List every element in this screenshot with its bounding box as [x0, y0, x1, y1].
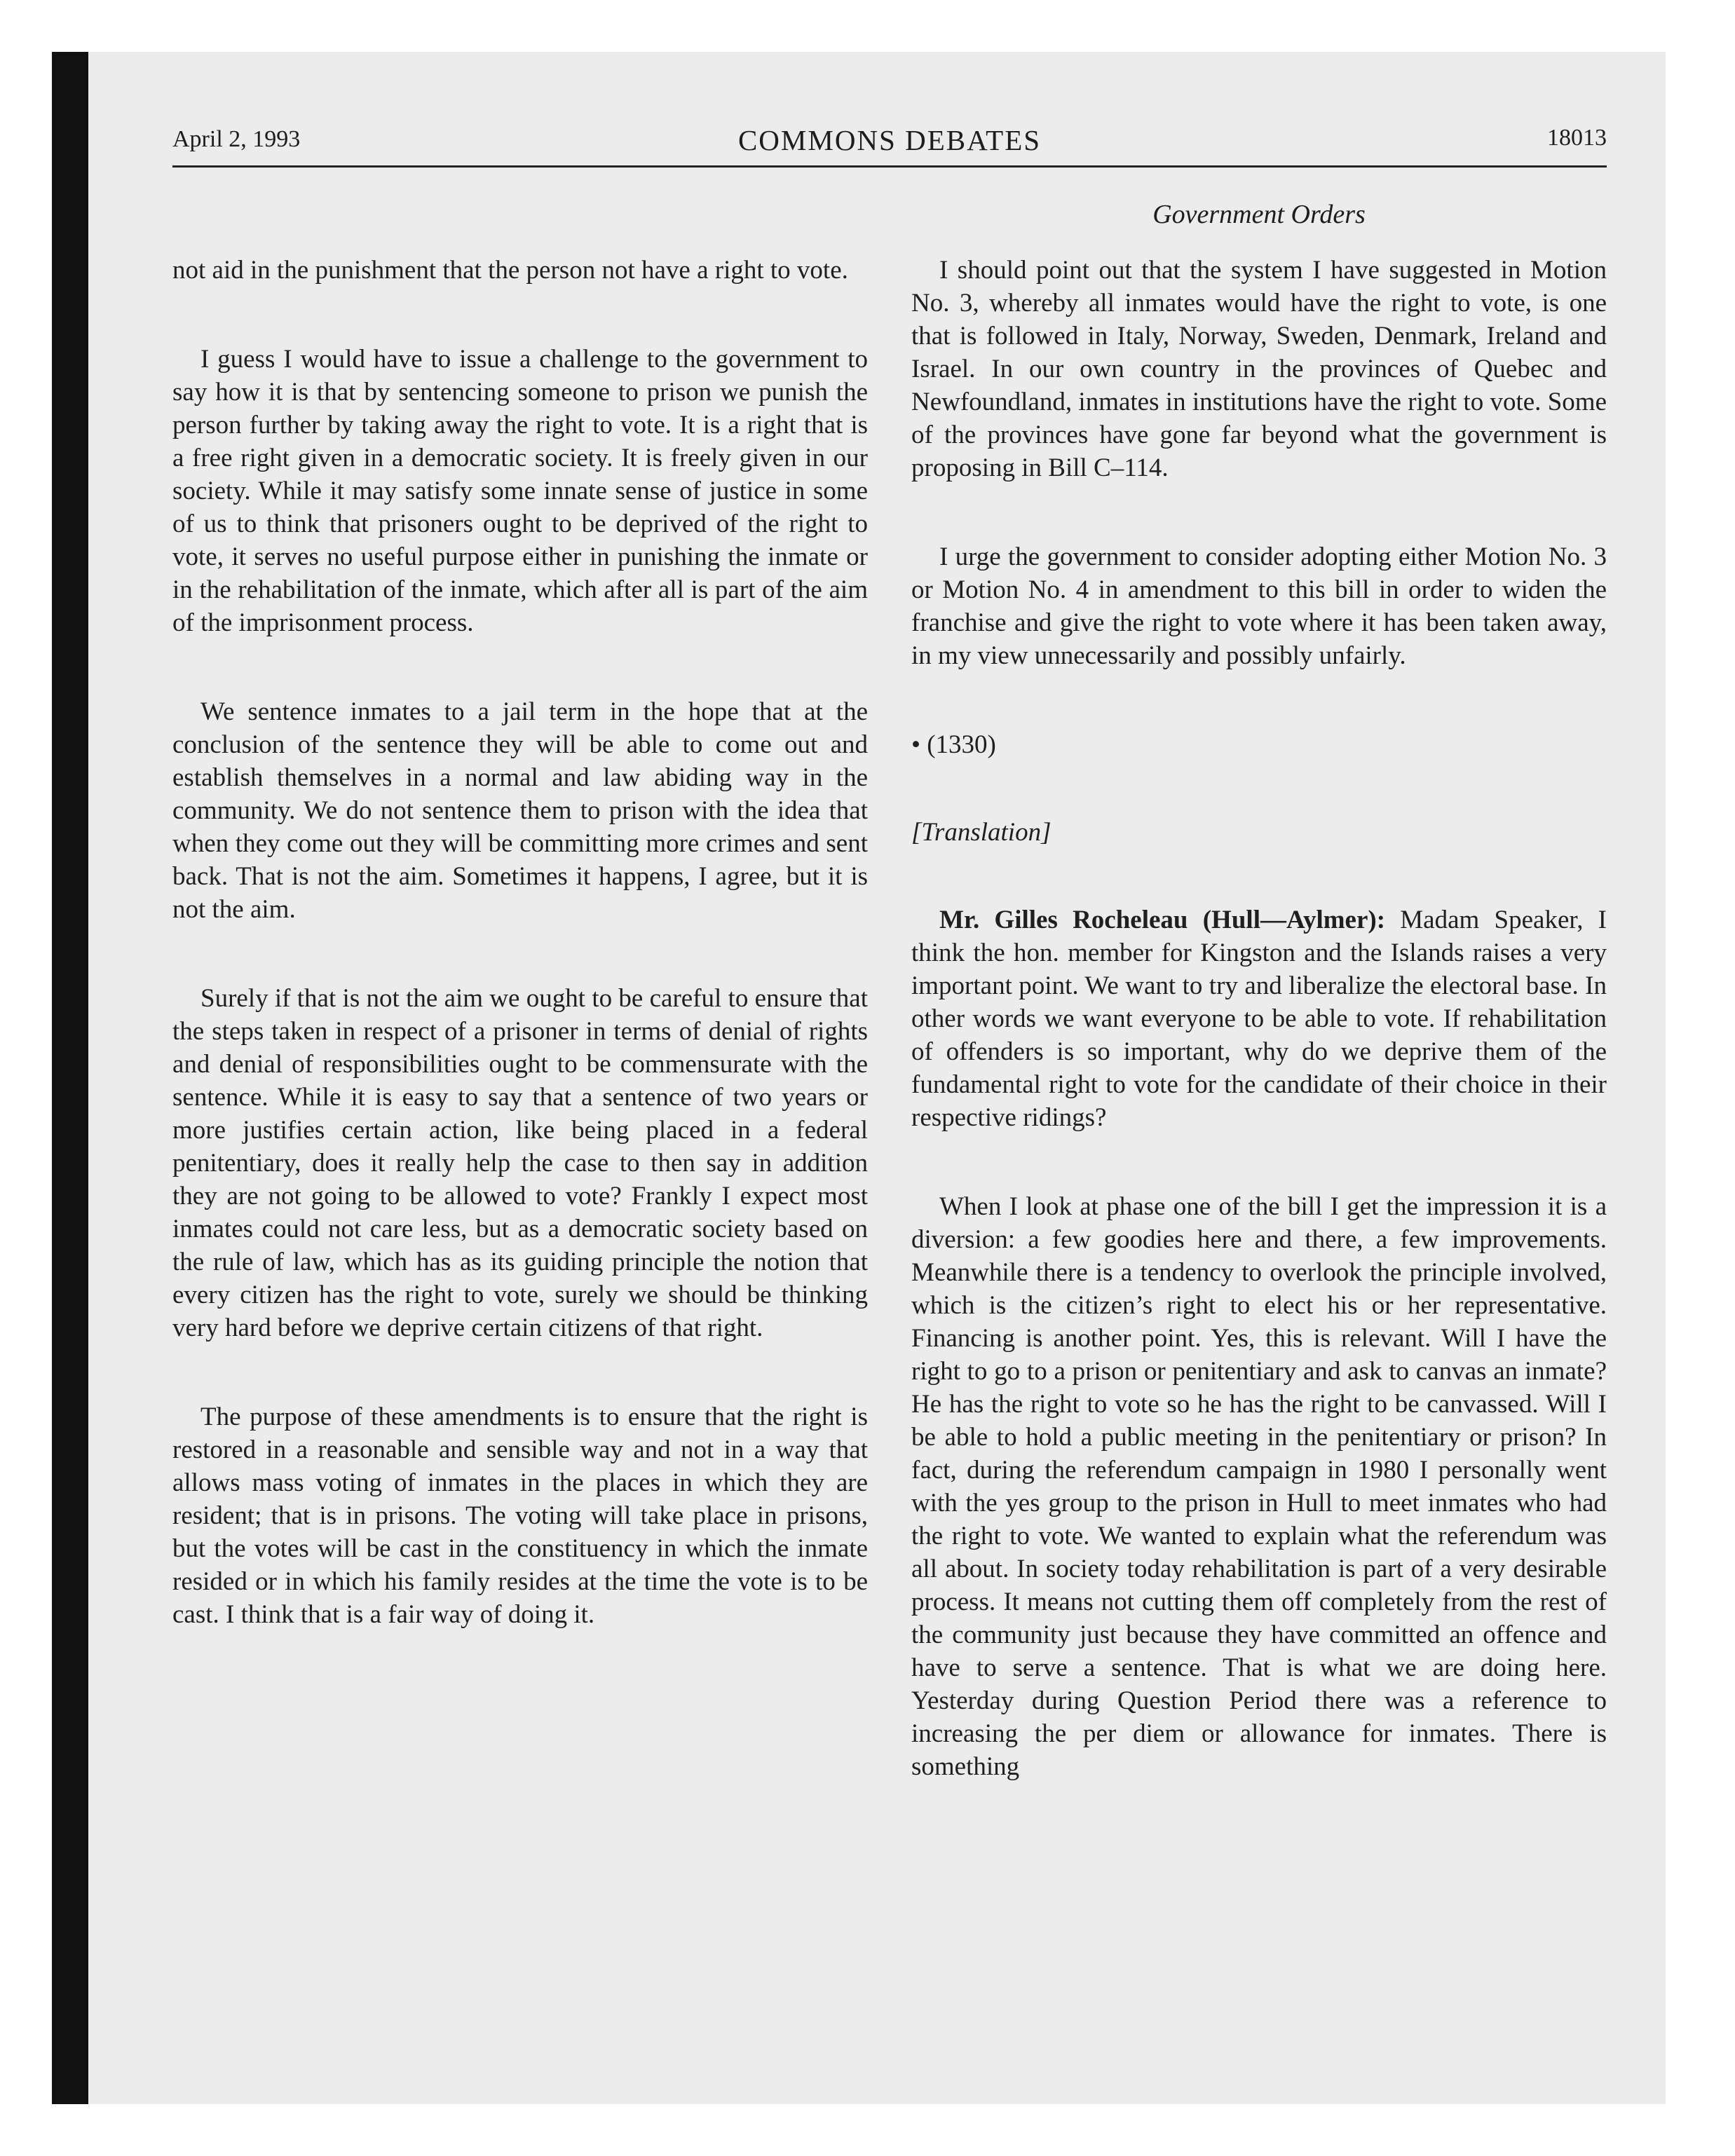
header-page-number: 18013 [1547, 125, 1607, 151]
speech-paragraph [911, 903, 1607, 1134]
paragraph: I urge the government to consider adopting either Motion No. 3 or Motion No. 4 in amendment to this bill in order to widen the franchise and give the right to vote where it has been taken away, in my view unnecessarily and possibly unfairly. [911, 543, 1607, 670]
paragraph: We sentence inmates to a jail term in the hope that at the conclusion of the sentence they will be able to come out and establish themselves in a normal and law abiding way in the community. We do not sentence them to prison with the idea that when they come out they will be committing more crimes and sent back. That is not the aim. Sometimes it happens, I agree, but it is not the aim. [172, 697, 868, 924]
binding-edge [52, 52, 88, 2104]
paragraph: Surely if that is not the aim we ought to be careful to ensure that the steps taken in respect of a prisoner in terms of denial of rights and denial of responsibilities ought to be commensurate with the sentence. While it is easy to say that a sentence of two years or more justifies certain action, like being placed in a federal penitentiary, does it really help the case to then say in addition they are not going to be allowed to vote? Frankly I expect most inmates could not care less, but as a democratic society based on the rule of law, which has as its guiding principle the notion that every citizen has the right to vote, surely we should be thinking very hard before we deprive certain citizens of that right. [172, 984, 868, 1342]
section-heading: Government Orders [1152, 200, 1366, 229]
header-date: April 2, 1993 [172, 126, 301, 152]
right-column [911, 254, 1607, 1839]
left-column [172, 254, 868, 1687]
header-title: COMMONS DEBATES [737, 124, 1042, 156]
running-header [172, 119, 1607, 165]
speaker-name: Mr. Gilles Rocheleau (Hull—Aylmer): [939, 906, 1386, 934]
time-marker: • (1330) [911, 730, 996, 759]
paragraph: not aid in the punishment that the person not have a right to vote. [172, 256, 848, 285]
speech-text: Madam Speaker, I think the hon. member for Kingston and the Islands raises a very important point. We want to try and liberalize the electoral base. In other words we want everyone to be able to vote. If rehabilitation of offenders is so important, why do we deprive them of the fundamental right to vote for the candidate of their choice in their respective ridings? [911, 906, 1607, 1132]
header-rule [172, 165, 1607, 168]
paragraph: I should point out that the system I have suggested in Motion No. 3, whereby all inmates would have the right to vote, is one that is followed in Italy, Norway, Sweden, Denmark, Ireland and Israel. In our own country in the provinces of Quebec and Newfoundland, inmates in institutions have the right to vote. Some of the provinces have gone far beyond what the government is proposing in Bill C–114. [911, 256, 1607, 482]
paragraph: The purpose of these amendments is to ensure that the right is restored in a reasonable and sensible way and not in a way that allows mass voting of inmates in the places in which they are resident; that is in prisons. The voting will take place in prisons, but the votes will be cast in the constituency in which the inmate resided or in which his family resides at the time the vote is to be cast. I think that is a fair way of doing it. [172, 1403, 868, 1629]
paragraph: When I look at phase one of the bill I get the impression it is a diversion: a few goodies here and there, a few improvements. Meanwhile there is a tendency to overlook the principle involved, which is the citizen’s right to elect his or her representative. Financing is another point. Yes, this is relevant. Will I have the right to go to a prison or penitentiary and ask to canvas an inmate? He has the right to vote so he has the right to be canvassed. Will I be able to hold a public meeting in the penitentiary or prison? In fact, during the referendum campaign in 1980 I personally went with the yes group to the prison in Hull to meet inmates who had the right to vote. We wanted to explain what the referendum was all about. In society today rehabilitation is part of a very desirable process. It means not cutting them off completely from the rest of the community just because they have committed an offence and have to serve a sentence. That is what we are doing here. Yesterday during Question Period there was a reference to increasing the per diem or allowance for inmates. There is something [911, 1192, 1607, 1781]
paragraph: I guess I would have to issue a challenge to the government to say how it is that by sentencing someone to prison we punish the person further by taking away the right to vote. It is a right that is a free right given in a democratic society. It is freely given in our society. While it may satisfy some innate sense of justice in some of us to think that prisoners ought to be deprived of the right to vote, it serves no useful purpose either in punishing the inmate or in the rehabilitation of the inmate, which after all is part of the aim of the imprisonment process. [172, 345, 868, 637]
translation-tag: [Translation] [911, 818, 1052, 847]
